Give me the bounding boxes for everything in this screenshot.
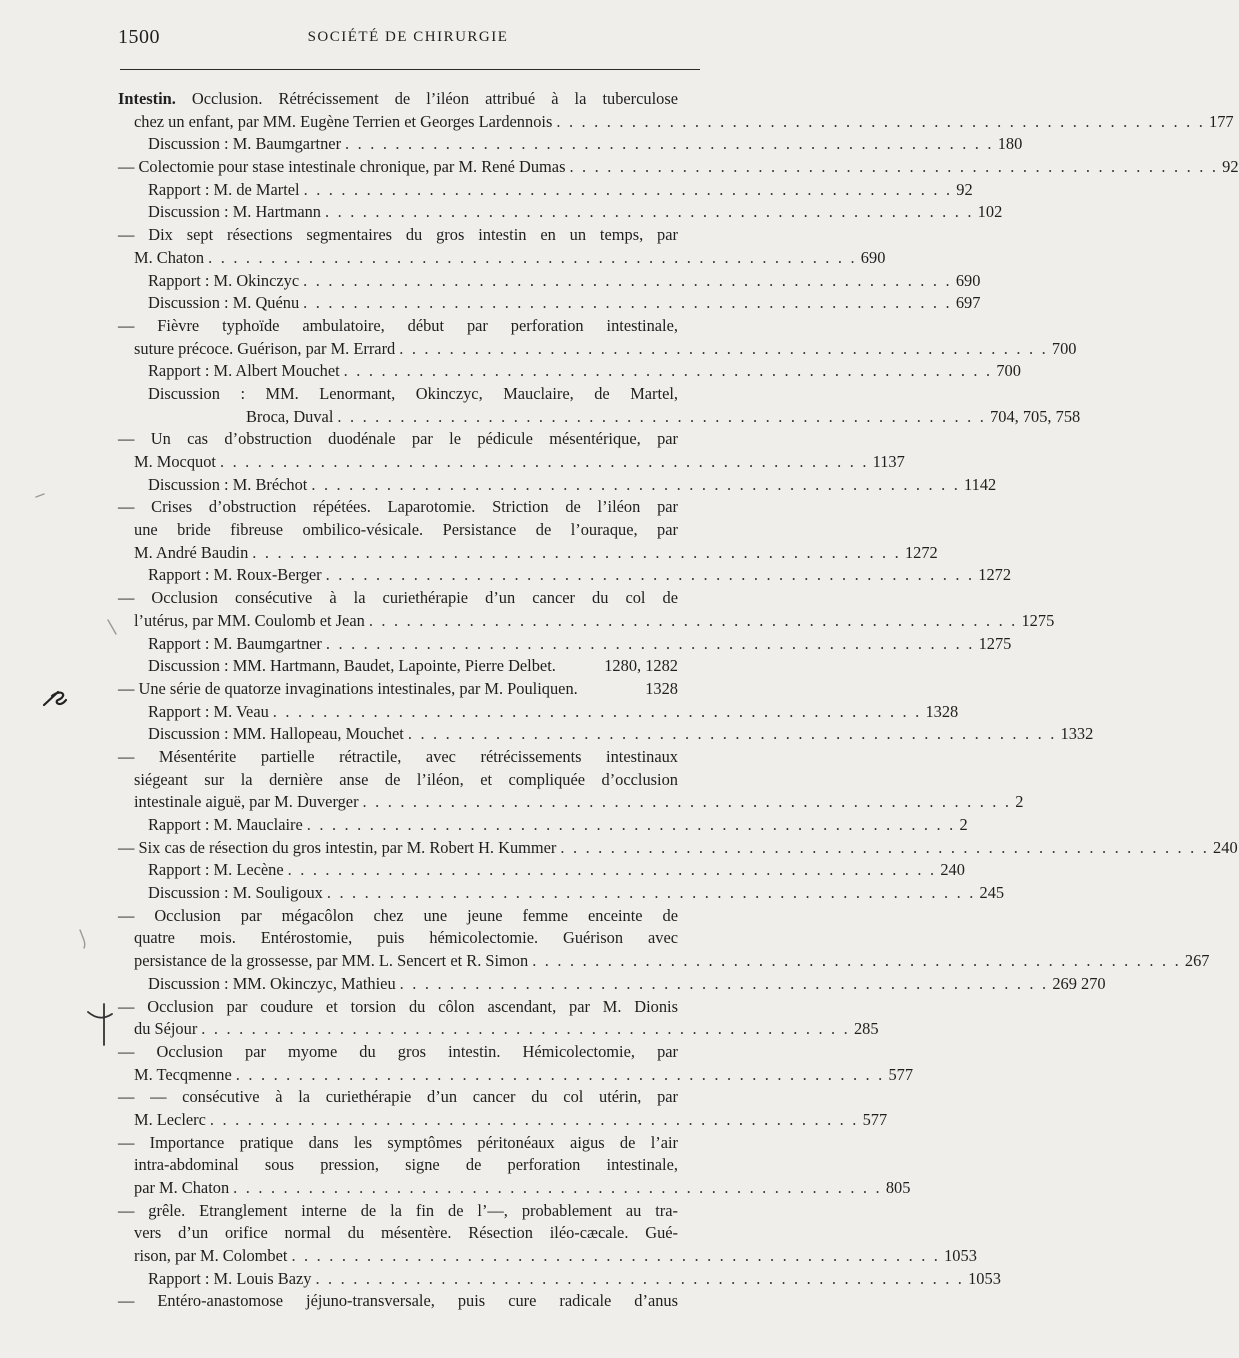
entry-text: — grêle. Etranglement interne de la fin de l’—, probablement au tra- <box>118 1200 678 1220</box>
index-line <box>118 610 1055 633</box>
entry-text: rison, par M. Colombet <box>134 1246 288 1266</box>
index-line <box>118 1200 678 1223</box>
dot-leader: . . . . . . . . . . . . . . . . . . . . . . . . . . . . . . . . . . . . . . . . . . . . . . . . . . . . <box>315 1268 965 1288</box>
entry-text: M. Leclerc <box>134 1109 206 1129</box>
running-title: SOCIÉTÉ DE CHIRURGIE <box>307 29 509 45</box>
index-line <box>118 746 678 769</box>
page-reference: 240 <box>1213 837 1238 857</box>
index-line <box>118 973 1106 996</box>
index-line <box>118 474 997 497</box>
dot-leader: . . . . . . . . . . . . . . . . . . . . . . . . . . . . . . . . . . . . . . . . . . . . . . . . . . . . <box>345 134 994 154</box>
page-header <box>118 26 698 56</box>
index-line <box>118 451 905 474</box>
page-reference: 269 270 <box>1052 973 1106 993</box>
index-line <box>118 360 1021 383</box>
index-line <box>118 383 678 406</box>
index-line <box>118 859 965 882</box>
dot-leader: . . . . . . . . . . . . . . . . . . . . . . . . . . . . . . . . . . . . . . . . . . . . . . . . . . . . <box>337 406 987 426</box>
dot-leader: . . . . . . . . . . . . . . . . . . . . . . . . . . . . . . . . . . . . . . . . . . . . . . . . . . . . <box>326 883 976 903</box>
entry-text: — Mésentérite partielle rétractile, avec rétrécissements intestinaux <box>118 746 678 766</box>
entry-text: Rapport : M. Mauclaire <box>148 815 303 834</box>
entry-text: Discussion : M. Bréchot <box>148 474 308 494</box>
index-line <box>118 542 938 565</box>
index-line <box>118 1041 678 1064</box>
dot-leader: . . . . . . . . . . . . . . . . . . . . . . . . . . . . . . . . . . . . . . . . . . . . . . . . . . . . <box>201 1019 850 1039</box>
entry-text: chez un enfant, par MM. Eugène Terrien et Georges Lardennois <box>134 111 553 131</box>
index-line <box>118 519 678 542</box>
entry-text: l’utérus, par MM. Coulomb et Jean <box>134 610 365 630</box>
entry-text: Broca, Duval <box>246 406 334 426</box>
entry-text: quatre mois. Entérostomie, puis hémicolectomie. Guérison avec <box>134 928 678 948</box>
page-reference: 577 <box>862 1109 888 1129</box>
entry-text: — Fièvre typhoïde ambulatoire, début par perforation intestinale, <box>118 315 678 335</box>
entry-text: Rapport : M. Baumgartner <box>148 633 322 653</box>
page-reference: 285 <box>853 1019 879 1039</box>
index-line <box>118 179 973 202</box>
index-line <box>118 587 678 610</box>
entry-text: Rapport : M. Albert Mouchet <box>148 361 340 381</box>
entry-text: — Importance pratique dans les symptômes péritonéaux aigus de l’air <box>118 1132 678 1152</box>
dot-leader: . . . . . . . . . . . . . . . . . . . . . . . . . . . . . . . . . . . . . . . . . . . . . . . . . . . . <box>219 452 869 471</box>
entry-text: — Une série de quatorze invaginations intestinales, par M. Pouliquen. <box>118 678 578 698</box>
page-reference: 1328 <box>645 678 678 698</box>
index-entries <box>118 88 1239 1313</box>
entry-text: Discussion : MM. Hartmann, Baudet, Lapointe, Pierre Delbet. <box>148 656 556 676</box>
page-reference: 1332 <box>1060 724 1094 744</box>
index-line <box>118 1290 678 1313</box>
index-line <box>118 292 981 315</box>
index-line <box>118 1109 888 1132</box>
index-line <box>118 1222 678 1245</box>
header-rule <box>120 69 700 70</box>
index-line <box>118 837 1238 860</box>
page-reference: 700 <box>996 361 1021 381</box>
entry-text: M. André Baudin <box>134 542 249 562</box>
page-reference: 1142 <box>964 474 997 494</box>
dot-leader: . . . . . . . . . . . . . . . . . . . . . . . . . . . . . . . . . . . . . . . . . . . . . . . . . . . . <box>560 837 1210 857</box>
entry-text: — Colectomie pour stase intestinale chronique, par M. René Dumas <box>118 157 566 177</box>
entry-text: — Occlusion par coudure et torsion du côlon ascendant, par M. Dionis <box>118 996 678 1016</box>
index-line <box>118 927 678 950</box>
index-line <box>118 791 1024 814</box>
dot-leader: . . . . . . . . . . . . . . . . . . . . . . . . . . . . . . . . . . . . . . . . . . . . . . . . . . . . <box>303 293 952 313</box>
entry-text: — Occlusion par myome du gros intestin. Hémicolectomie, par <box>118 1041 678 1061</box>
page-reference: 700 <box>1051 338 1077 358</box>
page-reference: 2 <box>1015 792 1024 812</box>
entry-text: Discussion : MM. Okinczyc, Mathieu <box>148 973 396 993</box>
page-reference: 240 <box>940 860 965 880</box>
faint-marks <box>36 494 116 948</box>
index-line <box>118 111 1234 134</box>
index-line <box>118 133 1023 156</box>
index-line <box>118 814 968 837</box>
dot-leader: . . . . . . . . . . . . . . . . . . . . . . . . . . . . . . . . . . . . . . . . . . . . . . . . . . . . <box>208 247 857 267</box>
entry-text: Discussion : MM. Hallopeau, Mouchet <box>148 724 404 744</box>
index-line <box>118 1177 911 1200</box>
index-line <box>118 201 1003 224</box>
index-line <box>118 996 678 1019</box>
index-line <box>118 496 678 519</box>
page-reference: 177 <box>1209 111 1234 131</box>
entry-text: Rapport : M. Louis Bazy <box>148 1268 312 1288</box>
index-line <box>118 1154 678 1177</box>
index-line <box>118 338 1077 361</box>
page-reference: 1272 <box>904 542 938 562</box>
index-line <box>118 564 1012 587</box>
dot-leader: . . . . . . . . . . . . . . . . . . . . . . . . . . . . . . . . . . . . . . . . . . . . . . . . . . . . <box>311 474 961 494</box>
entry-text: — Dix sept résections segmentaires du gros intestin en un temps, par <box>118 225 678 245</box>
entry-text: — Entéro-anastomose jéjuno-transversale, puis cure radicale d’anus <box>118 1291 678 1311</box>
page-reference: 1053 <box>968 1268 1001 1288</box>
dot-leader: . . . . . . . . . . . . . . . . . . . . . . . . . . . . . . . . . . . . . . . . . . . . . . . . . . . . <box>235 1064 885 1084</box>
entry-text: Discussion : M. Quénu <box>148 293 300 313</box>
index-line <box>118 428 678 451</box>
dot-leader: . . . . . . . . . . . . . . . . . . . . . . . . . . . . . . . . . . . . . . . . . . . . . . . . . . . . <box>325 565 975 585</box>
entry-text: une bride fibreuse ombilico-vésicale. Persistance de l’ouraque, par <box>134 520 678 540</box>
entry-text: M. Chaton <box>134 247 205 267</box>
dot-leader: . . . . . . . . . . . . . . . . . . . . . . . . . . . . . . . . . . . . . . . . . . . . . . . . . . . . <box>306 815 956 834</box>
page-reference: 92 <box>956 179 973 199</box>
dot-leader: . . . . . . . . . . . . . . . . . . . . . . . . . . . . . . . . . . . . . . . . . . . . . . . . . . . . <box>362 792 1012 812</box>
entry-text: Discussion : M. Souligoux <box>148 883 323 903</box>
entry-text: du Séjour <box>134 1019 198 1039</box>
page-reference: 1328 <box>925 701 959 721</box>
index-line <box>118 633 1012 656</box>
entry-text: intra-abdominal sous pression, signe de perforation intestinale, <box>134 1155 678 1175</box>
index-line <box>118 224 678 247</box>
entry-text: — Un cas d’obstruction duodénale par le pédicule mésentérique, par <box>118 429 678 449</box>
entry-text: persistance de la grossesse, par MM. L. Sencert et R. Simon <box>134 951 529 971</box>
dot-leader: . . . . . . . . . . . . . . . . . . . . . . . . . . . . . . . . . . . . . . . . . . . . . . . . . . . . <box>287 860 937 880</box>
page-reference: 1137 <box>872 452 905 471</box>
page-reference: 577 <box>888 1064 914 1084</box>
dot-leader: . . . . . . . . . . . . . . . . . . . . . . . . . . . . . . . . . . . . . . . . . . . . . . . . . . . . <box>532 951 1181 971</box>
entry-text: suture précoce. Guérison, par M. Errard <box>134 338 396 358</box>
page-reference: 102 <box>977 202 1003 222</box>
entry-text: Rapport : M. de Martel <box>148 179 300 199</box>
index-line <box>118 882 1005 905</box>
entry-text: — Crises d’obstruction répétées. Laparotomie. Striction de l’iléon par <box>118 497 678 517</box>
index-line <box>118 905 678 928</box>
index-line <box>118 1132 678 1155</box>
dot-leader: . . . . . . . . . . . . . . . . . . . . . . . . . . . . . . . . . . . . . . . . . . . . . . . . . . . . <box>399 973 1049 993</box>
entry-text: — Six cas de résection du gros intestin, par M. Robert H. Kummer <box>118 837 557 857</box>
index-line <box>118 1245 977 1268</box>
index-line <box>118 88 678 111</box>
index-line <box>118 701 959 724</box>
dot-leader: . . . . . . . . . . . . . . . . . . . . . . . . . . . . . . . . . . . . . . . . . . . . . . . . . . . . <box>303 270 952 290</box>
dot-leader: . . . . . . . . . . . . . . . . . . . . . . . . . . . . . . . . . . . . . . . . . . . . . . . . . . . . <box>252 542 901 562</box>
entry-text: intestinale aiguë, par M. Duverger <box>134 792 359 812</box>
entry-text: M. Tecqmenne <box>134 1064 232 1084</box>
entry-text: M. Mocquot <box>134 452 216 471</box>
page-reference: 805 <box>885 1178 911 1197</box>
page-reference: 2 <box>959 815 968 834</box>
entry-text: Discussion : M. Hartmann <box>148 202 321 222</box>
entry-text: par M. Chaton <box>134 1178 230 1197</box>
dot-leader: . . . . . . . . . . . . . . . . . . . . . . . . . . . . . . . . . . . . . . . . . . . . . . . . . . . . <box>325 633 975 653</box>
entry-text: Discussion : MM. Lenormant, Okinczyc, Mauclaire, de Martel, <box>148 383 678 403</box>
dot-leader: . . . . . . . . . . . . . . . . . . . . . . . . . . . . . . . . . . . . . . . . . . . . . . . . . . . . <box>569 157 1219 177</box>
dot-leader: . . . . . . . . . . . . . . . . . . . . . . . . . . . . . . . . . . . . . . . . . . . . . . . . . . . . <box>325 202 974 222</box>
entry-text: siégeant sur la dernière anse de l’iléon, et compliquée d’occlusion <box>134 769 678 789</box>
entry-text: Rapport : M. Veau <box>148 701 269 721</box>
index-line <box>118 769 678 792</box>
pencil-cross-mark <box>88 1004 112 1045</box>
index-line <box>118 723 1094 746</box>
entry-text: — Occlusion consécutive à la curiethérapie d’un cancer du col de <box>118 588 678 608</box>
dot-leader: . . . . . . . . . . . . . . . . . . . . . . . . . . . . . . . . . . . . . . . . . . . . . . . . . . . . <box>272 701 922 721</box>
entry-text: — — consécutive à la curiethérapie d’un cancer du col utérin, par <box>118 1087 678 1107</box>
dot-leader: . . . . . . . . . . . . . . . . . . . . . . . . . . . . . . . . . . . . . . . . . . . . . . . . . . . . <box>407 724 1057 744</box>
page-reference: 1275 <box>1021 610 1055 630</box>
dot-leader: . . . . . . . . . . . . . . . . . . . . . . . . . . . . . . . . . . . . . . . . . . . . . . . . . . . . <box>399 338 1048 358</box>
index-line <box>118 950 1210 973</box>
page-reference: 1272 <box>978 565 1012 585</box>
index-line <box>118 678 678 701</box>
entry-text: Discussion : M. Baumgartner <box>148 134 342 154</box>
index-line <box>118 406 1081 429</box>
index-line <box>118 156 1239 179</box>
index-line <box>118 1086 678 1109</box>
page-reference: 704, 705, 758 <box>990 406 1081 426</box>
entry-text: vers d’un orifice normal du mésentère. Résection iléo-cæcale. Gué- <box>134 1223 678 1243</box>
page-reference: 1053 <box>944 1246 977 1266</box>
dot-leader: . . . . . . . . . . . . . . . . . . . . . . . . . . . . . . . . . . . . . . . . . . . . . . . . . . . . <box>209 1109 859 1129</box>
index-line <box>118 1018 879 1041</box>
dot-leader: . . . . . . . . . . . . . . . . . . . . . . . . . . . . . . . . . . . . . . . . . . . . . . . . . . . . <box>233 1178 882 1197</box>
page-reference: 180 <box>997 134 1023 154</box>
page-reference: 1275 <box>978 633 1012 653</box>
entry-heading: Intestin. <box>118 89 176 108</box>
page-reference: 697 <box>955 293 981 313</box>
page-number: 1500 <box>118 26 160 48</box>
page-reference: 690 <box>860 247 886 267</box>
index-line <box>118 1064 914 1087</box>
pencil-tick-mark <box>44 692 66 705</box>
page-reference: 1280, 1282 <box>604 656 678 676</box>
dot-leader: . . . . . . . . . . . . . . . . . . . . . . . . . . . . . . . . . . . . . . . . . . . . . . . . . . . . <box>343 361 993 381</box>
page-reference: 690 <box>955 270 981 290</box>
entry-text: Intestin. Occlusion. Rétrécissement de l’iléon attribué à la tuberculose <box>118 89 678 108</box>
index-line <box>118 247 886 270</box>
index-line <box>118 655 678 678</box>
dot-leader: . . . . . . . . . . . . . . . . . . . . . . . . . . . . . . . . . . . . . . . . . . . . . . . . . . . . <box>556 111 1206 131</box>
dot-leader: . . . . . . . . . . . . . . . . . . . . . . . . . . . . . . . . . . . . . . . . . . . . . . . . . . . . <box>368 610 1018 630</box>
entry-text: Rapport : M. Okinczyc <box>148 270 300 290</box>
index-line <box>118 270 981 293</box>
dot-leader: . . . . . . . . . . . . . . . . . . . . . . . . . . . . . . . . . . . . . . . . . . . . . . . . . . . . <box>291 1246 941 1266</box>
page-reference: 245 <box>979 883 1005 903</box>
entry-text: Rapport : M. Lecène <box>148 860 284 880</box>
index-line <box>118 315 678 338</box>
entry-text: Rapport : M. Roux-Berger <box>148 565 322 585</box>
index-line <box>118 1268 1001 1291</box>
page-reference: 267 <box>1184 951 1210 971</box>
entry-text: — Occlusion par mégacôlon chez une jeune femme enceinte de <box>118 905 678 925</box>
dot-leader: . . . . . . . . . . . . . . . . . . . . . . . . . . . . . . . . . . . . . . . . . . . . . . . . . . . . <box>303 179 953 199</box>
page-reference: 92 <box>1222 157 1239 177</box>
